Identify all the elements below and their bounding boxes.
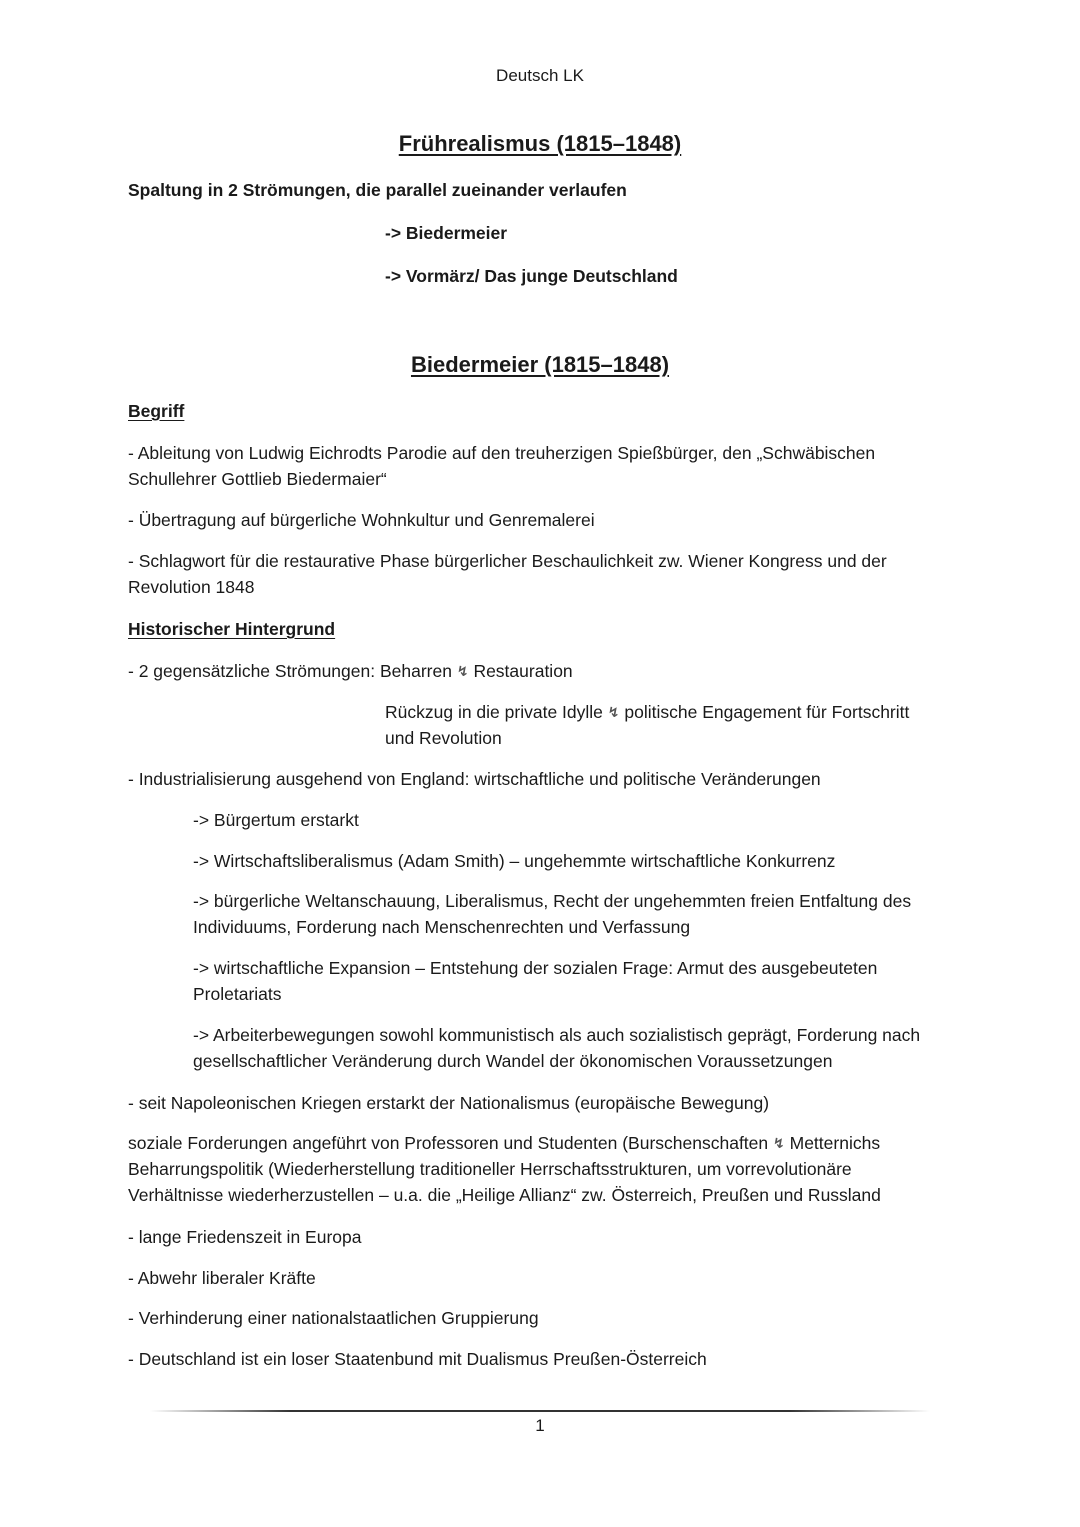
- hintergrund-sub-item-2: -> Wirtschaftsliberalismus (Adam Smith) – ungehemmte wirtschaftliche Konkurrenz: [193, 851, 836, 871]
- hintergrund-item-1-part-b: Restauration: [473, 661, 573, 681]
- hintergrund-sub-item-3-line-1: -> bürgerliche Weltanschauung, Liberalismus, Recht der ungehemmten freien Entfaltung des: [193, 891, 912, 911]
- hintergrund-item-1-part-c: Rückzug in die private Idylle: [385, 702, 603, 722]
- paragraph-line-1-part-b: Metternichs: [789, 1133, 881, 1153]
- section-title-biedermeier: Biedermeier (1815–1848): [410, 352, 670, 377]
- hintergrund-paragraph-line-2: Beharrungspolitik (Wiederherstellung traditioneller Herrschaftsstrukturen, um vorrevolutionäre: [128, 1159, 852, 1179]
- hintergrund-sub-item-3-line-2: Individuums, Forderung nach Menschenrechten und Verfassung: [193, 917, 691, 937]
- subheading-begriff: Begriff: [128, 401, 185, 421]
- hintergrund-item-4: - lange Friedenszeit in Europa: [128, 1227, 362, 1247]
- hintergrund-sub-item-4-line-2: Proletariats: [193, 984, 282, 1004]
- hintergrund-item-7: - Deutschland ist ein loser Staatenbund mit Dualismus Preußen-Österreich: [128, 1349, 707, 1369]
- hintergrund-item-1-part-a: - 2 gegensätzliche Strömungen: Beharren: [128, 661, 452, 681]
- hintergrund-item-1: [128, 658, 573, 685]
- contrast-lightning-icon: ↯: [607, 704, 620, 720]
- section-title-fruehrealismus: Frührealismus (1815–1848): [398, 131, 682, 156]
- hintergrund-sub-item-4-line-1: -> wirtschaftliche Expansion – Entstehung der sozialen Frage: Armut des ausgebeuteten: [193, 958, 878, 978]
- section-intro: Spaltung in 2 Strömungen, die parallel zueinander verlaufen: [128, 180, 627, 200]
- page-number: 1: [535, 1416, 545, 1435]
- page-header-course: Deutsch LK: [496, 66, 584, 85]
- hintergrund-item-1-continuation: [385, 699, 909, 726]
- begriff-item-3-line-1: - Schlagwort für die restaurative Phase bürgerlicher Beschaulichkeit zw. Wiener Kongress und der: [128, 551, 887, 571]
- hintergrund-item-3: - seit Napoleonischen Kriegen erstarkt der Nationalismus (europäische Bewegung): [128, 1093, 770, 1113]
- begriff-item-1-line-1: - Ableitung von Ludwig Eichrodts Parodie auf den treuherzigen Spießbürger, den „Schwäbischen: [128, 443, 876, 463]
- hintergrund-item-2: - Industrialisierung ausgehend von England: wirtschaftliche und politische Veränderungen: [128, 769, 821, 789]
- hintergrund-item-1-part-d: politische Engagement für Fortschritt: [624, 702, 910, 722]
- stream-item-vormaerz: -> Vormärz/ Das junge Deutschland: [385, 266, 678, 286]
- hintergrund-paragraph-line-3: Verhältnisse wiederherzustellen – u.a. die „Heilige Allianz“ zw. Österreich, Preußen und Russland: [128, 1185, 881, 1205]
- subheading-historischer-hintergrund: Historischer Hintergrund: [128, 619, 336, 639]
- hintergrund-item-1-part-e: und Revolution: [385, 728, 502, 748]
- footer-divider: [150, 1410, 930, 1412]
- contrast-lightning-icon: ↯: [456, 663, 469, 679]
- paragraph-line-1-part-a: soziale Forderungen angeführt von Professoren und Studenten (Burschenschaften: [128, 1133, 769, 1153]
- begriff-item-1-line-2: Schullehrer Gottlieb Biedermaier“: [128, 469, 387, 489]
- hintergrund-sub-item-5-line-1: -> Arbeiterbewegungen sowohl kommunistisch als auch sozialistisch geprägt, Forderung nach: [193, 1025, 921, 1045]
- hintergrund-item-6: - Verhinderung einer nationalstaatlichen Gruppierung: [128, 1308, 539, 1328]
- hintergrund-sub-item-5-line-2: gesellschaftlicher Veränderung durch Wandel der ökonomischen Voraussetzungen: [193, 1051, 833, 1071]
- stream-item-biedermeier: -> Biedermeier: [385, 223, 508, 243]
- contrast-lightning-icon: ↯: [773, 1135, 785, 1151]
- hintergrund-item-5: - Abwehr liberaler Kräfte: [128, 1268, 316, 1288]
- begriff-item-3-line-2: Revolution 1848: [128, 577, 255, 597]
- begriff-item-2: - Übertragung auf bürgerliche Wohnkultur und Genremalerei: [128, 510, 595, 530]
- hintergrund-sub-item-1: -> Bürgertum erstarkt: [193, 810, 359, 830]
- hintergrund-paragraph-line-1: [128, 1130, 880, 1157]
